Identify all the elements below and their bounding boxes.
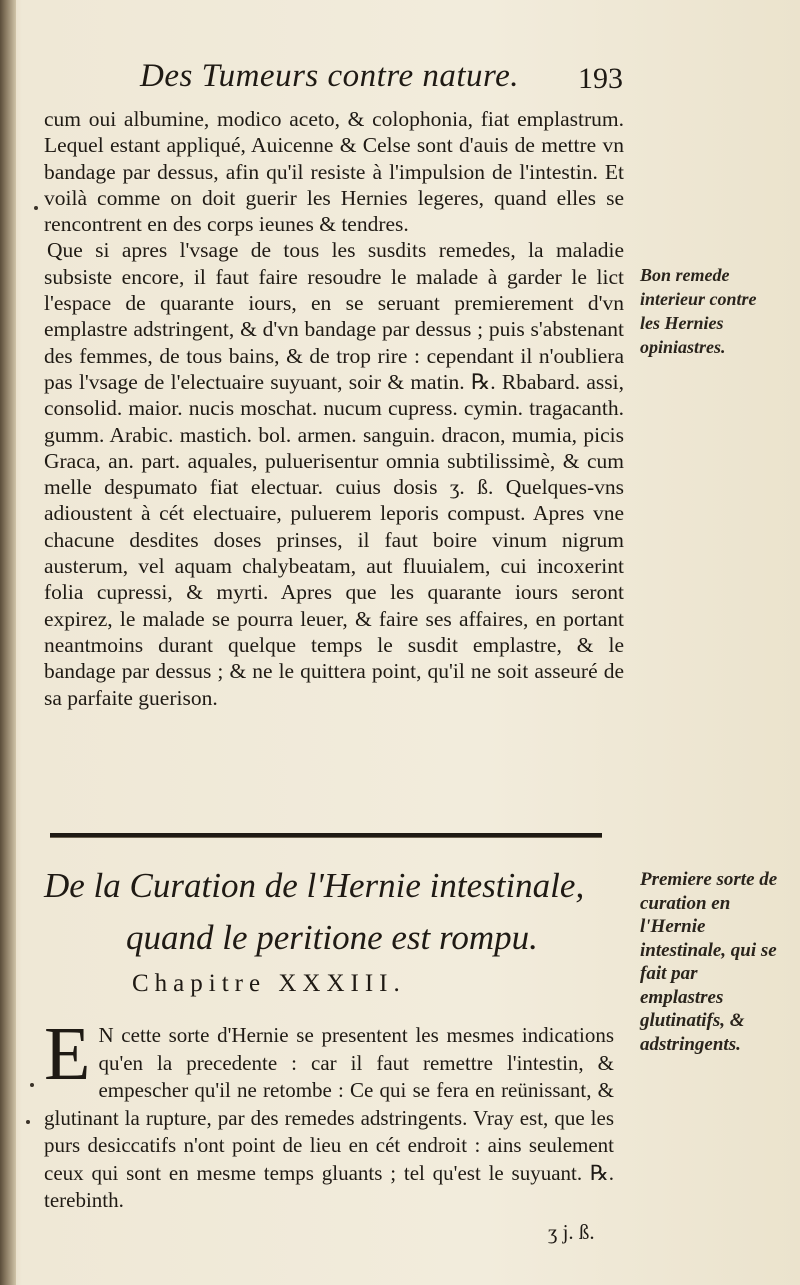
chapter-title-line-2: quand le peritione est rompu. (126, 918, 538, 957)
chapter-label: Chapitre XXXIII. (132, 970, 406, 997)
chapter-title (44, 860, 624, 964)
body-text (44, 106, 624, 711)
section-divider-rule (50, 833, 602, 838)
page-header (0, 58, 800, 108)
page-gutter-shadow (0, 0, 16, 1285)
margin-note-curation: Premiere sorte de curation en l'Hernie intestinale, qui se fait par emplastres glutinatifs, & adstringents. (640, 869, 778, 1055)
ink-speck (26, 1120, 30, 1124)
page-number: 193 (578, 62, 623, 95)
chapter-paragraph: N cette sorte d'Hernie se presentent les mesmes indications qu'en la precedente : car il faut remettre l'intestin, & empescher qu'il ne retombe : Ce qui se fera en reünissant, & glutinant la rupture, par des remedes adstringents. Vray est, que les purs desiccatifs n'ont point de lieu en cét endroit : ains seulement ceux qui sont en mesme temps gluants ; tel qu'est le suyuant. ℞. terebinth. (44, 1023, 614, 1212)
dropcap-letter: E (44, 1012, 91, 1096)
chapter-final-line: ʒ j. ß. (548, 1220, 595, 1244)
paragraph-1: cum oui albumine, modico aceto, & colophonia, fiat emplastrum. Lequel estant appliqué, Auicenne & Celse sont d'auis de mettre vn bandage par dessus, afin qu'il resiste à l'impulsion de l'intestin. Et voilà comme on doit guerir les Hernies legeres, quand elles se rencontrent en des corps ieunes & tendres. (44, 107, 624, 237)
running-title: Des Tumeurs contre nature. (140, 58, 520, 94)
chapter-title-line-1: De la Curation de l'Hernie intestinale, (44, 866, 585, 905)
ink-speck (30, 1083, 34, 1087)
paragraph-2: Que si apres l'vsage de tous les susdits remedes, la maladie subsiste encore, il faut faire resoudre le malade à garder le lict l'espace de quarante iours, en se seruant premierement d'vn emplastre adstringent, & d'vn bandage par dessus ; puis s'abstenant des femmes, de tous bains, & de trop rire : cependant il n'oubliera pas l'vsage de l'electuaire suyuant, soir & matin. ℞. Rbabard. assi, consolid. maior. nucis moschat. nucum cupress. cymin. tragacanth. gumm. Arabic. mastich. bol. armen. sanguin. dracon, mumia, picis Graca, an. part. aquales, puluerisentur omnia subtilissimè, & cum melle despumato fiat electuar. cuius dosis ʒ. ß. Quelques-vns adioustent à cét electuaire, puluerem leporis compust. Apres vne chacune desdites doses prinses, il faut boire vinum nigrum austerum, vel aquam chalybeatam, aut fluuialem, cui incoxerint folia cupressi, & myrti. Apres que les quarante iours seront expirez, le malade se pourra leuer, & faire ses affaires, en portant neantmoins durant quelque temps le susdit emplastre, & le bandage par dessus ; & ne le quittera point, qu'il ne soit asseuré de sa parfaite guerison. (44, 238, 624, 710)
margin-note-remedy: Bon remede interieur contre les Hernies opiniastres. (640, 265, 757, 357)
ink-speck (34, 206, 38, 210)
chapter-text (44, 1012, 614, 1215)
